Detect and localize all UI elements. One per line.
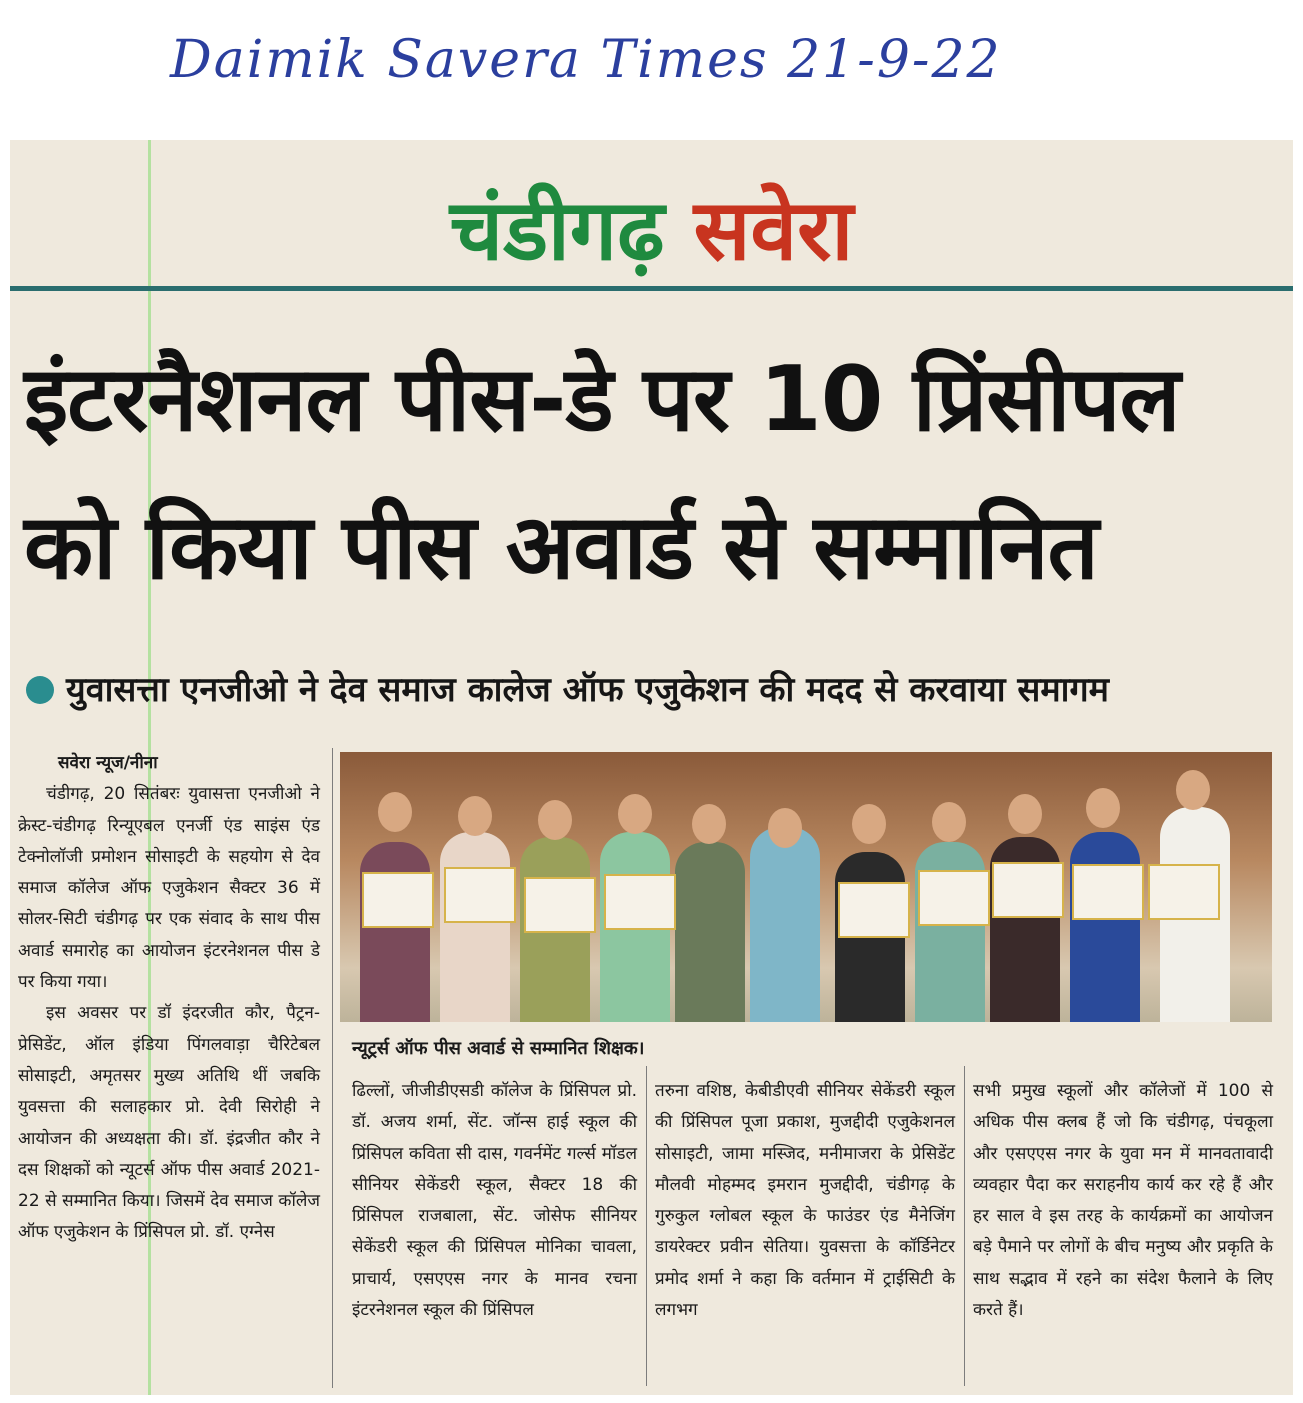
article-column-4 xyxy=(973,1076,1273,1326)
award-certificate xyxy=(1148,864,1220,920)
column-divider xyxy=(332,748,333,1388)
person-head xyxy=(1086,788,1120,828)
article-column-1 xyxy=(18,748,320,1249)
person-figure xyxy=(750,827,820,1022)
award-certificate xyxy=(838,882,910,938)
award-certificate xyxy=(1072,864,1144,920)
person-head xyxy=(458,796,492,836)
masthead-rule xyxy=(10,286,1293,291)
byline: सवेरा न्यूज/नीना xyxy=(58,753,158,773)
headline-line-2: को किया पीस अवार्ड से सम्मानित xyxy=(24,495,1098,600)
subheadline xyxy=(26,660,1286,720)
paragraph-continued: तरुना वशिष्ठ, केबीडीएवी सीनियर सेकेंडरी स्कूल की प्रिंसिपल पूजा प्रकाश, मुजद्दीदी एजुकेशनल सोसाइटी, जामा मस्जिद, मनीमाजरा के प्रेसिडेंट मौलवी मोहम्मद इमरान मुजद्दीदी, चंडीगढ़ के गुरुकुल ग्लोबल स्कूल के फाउंडर एंड मैनेजिंग डायरेक्टर प्रवीन सेतिया। युवसत्ता के कॉर्डिनेटर प्रमोद शर्मा ने कहा कि वर्तमान में ट्राईसिटी के लगभग xyxy=(655,1081,955,1321)
person-head xyxy=(538,800,572,840)
person-figure xyxy=(1070,832,1140,1022)
paragraph-continued: सभी प्रमुख स्कूलों और कॉलेजों में 100 से अधिक पीस क्लब हैं जो कि चंडीगढ़, पंचकूला और एसएएस नगर के युवा मन में मानवतावादी व्यवहार पैदा कर सराहनीय कार्य कर रहे हैं और हर साल वे इस तरह के कार्यक्रमों का आयोजन बड़े पैमाने पर लोगों के बीच मनुष्य और प्रकृति के साथ सद्भाव में रहने का संदेश फैलाने के लिए करते हैं। xyxy=(973,1081,1273,1321)
person-head xyxy=(692,804,726,844)
masthead xyxy=(10,180,1293,280)
award-certificate xyxy=(444,867,516,923)
person-head xyxy=(618,794,652,834)
paragraph-2: इस अवसर पर डॉ इंदरजीत कौर, पैट्रन-प्रेसिडेंट, ऑल इंडिया पिंगलवाड़ा चैरिटेबल सोसाइटी, अमृतसर मुख्य अतिथि थीं जबकि युवसत्ता की सलाहकार प्रो. देवी सिरोही ने आयोजन की अध्यक्षता की। डॉ. इंद्रजीत कौर ने दस शिक्षकों को न्यूटर्स ऑफ पीस अवार्ड 2021-22 से सम्मानित किया। जिसमें देव समाज कॉलेज ऑफ एजुकेशन के प्रिंसिपल प्रो. डॉ. एग्नेस xyxy=(18,1003,320,1243)
person-figure xyxy=(915,842,985,1022)
column-divider xyxy=(964,1066,965,1386)
article-column-3 xyxy=(655,1076,955,1326)
award-certificate xyxy=(362,872,434,928)
award-certificate xyxy=(992,862,1064,918)
bullet-icon xyxy=(26,676,54,704)
paragraph-continued: ढिल्लों, जीजीडीएसडी कॉलेज के प्रिंसिपल प्रो. डॉ. अजय शर्मा, सेंट. जॉन्स हाई स्कूल की प्रिंसिपल कविता सी दास, गवर्नमेंट गर्ल्स मॉडल सीनियर सेकेंडरी स्कूल, सैक्टर 18 की प्रिंसिपल राजबाला, सेंट. जोसेफ सीनियर सेकेंडरी स्कूल की प्रिंसिपल मोनिका चावला, प्राचार्य, एसएएस नगर के मानव रचना इंटरनेशनल स्कूल की प्रिंसिपल xyxy=(352,1081,637,1321)
handwritten-source-note: Daimik Savera Times 21-9-22 xyxy=(170,30,1002,90)
award-certificate xyxy=(604,874,676,930)
column-divider xyxy=(646,1066,647,1386)
person-head xyxy=(1008,794,1042,834)
person-figure xyxy=(675,842,745,1022)
masthead-city: चंडीगढ़ xyxy=(449,181,665,279)
person-figure xyxy=(440,832,510,1022)
person-head xyxy=(768,808,802,848)
person-head xyxy=(378,792,412,832)
person-head xyxy=(932,802,966,842)
person-head xyxy=(852,804,886,844)
award-certificate xyxy=(918,870,990,926)
photo-caption: न्यूट्रर्स ऑफ पीस अवार्ड से सम्मानित शिक्षक। xyxy=(352,1038,645,1059)
headline-line-1: इंटरनैशनल पीस-डे पर 10 प्रिंसीपल xyxy=(24,347,1180,452)
person-figure xyxy=(360,842,430,1022)
person-head xyxy=(1176,770,1210,810)
newspaper-clipping xyxy=(10,140,1293,1395)
subheadline-text: युवासत्ता एनजीओ ने देव समाज कालेज ऑफ एजुकेशन की मदद से करवाया समागम xyxy=(66,670,1109,710)
award-certificate xyxy=(524,877,596,933)
paragraph-1: चंडीगढ़, 20 सितंबरः युवासत्ता एनजीओ ने क्रेस्ट-चंडीगढ़ रिन्यूएबल एनर्जी एंड साइंस एंड टेक्नोलॉजी प्रमोशन सोसाइटी के सहयोग से देव समाज कॉलेज ऑफ एजुकेशन सैक्टर 36 में सोलर-सिटी चंडीगढ़ पर एक संवाद के साथ पीस अवार्ड समारोह का आयोजन इंटरनेशनल पीस डे पर किया गया। xyxy=(18,784,320,993)
article-column-2 xyxy=(352,1076,637,1326)
masthead-paper: सवेरा xyxy=(693,181,854,279)
event-photo xyxy=(340,752,1272,1022)
headline xyxy=(24,326,1284,622)
